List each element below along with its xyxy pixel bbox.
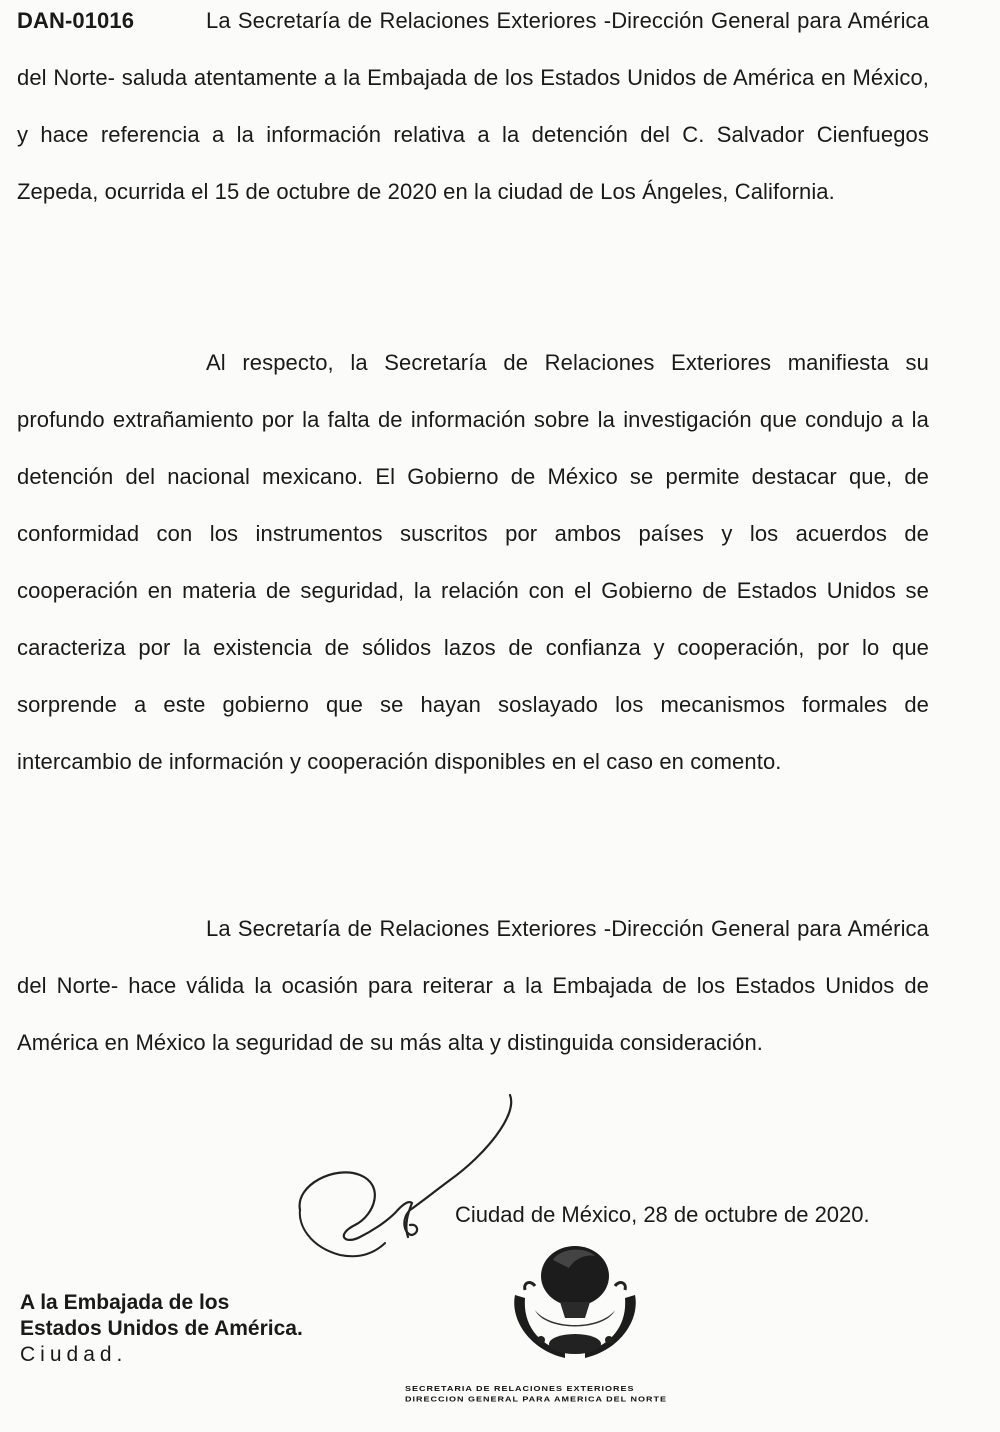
national-seal-icon <box>495 1240 655 1370</box>
document-number: DAN-01016 <box>17 8 135 33</box>
addressee-line-1: A la Embajada de los <box>20 1291 230 1314</box>
paragraph-closing <box>17 900 929 1071</box>
paragraph-opening <box>17 0 929 220</box>
handwritten-signature <box>280 1085 530 1265</box>
paragraph-closing-text: La Secretaría de Relaciones Exteriores -Dirección General para América del Norte- hace válida la ocasión para reiterar a la Embajada de los Estados Unidos de América en México la seguridad de su más alta y distinguida consideración. <box>17 916 929 1055</box>
paragraph-opening-text: La Secretaría de Relaciones Exteriores -Dirección General para América del Norte- saluda atentamente a la Embajada de los Estados Unidos de América en México, y hace referencia a la información relativa a la detención del C. Salvador Cienfuegos Zepeda, ocurrida el 15 de octubre de 2020 en la ciudad de Los Ángeles, California. <box>17 8 929 204</box>
paragraph-body <box>17 334 929 790</box>
stamp-line-1: SECRETARIA DE RELACIONES EXTERIORES <box>405 1384 635 1393</box>
official-stamp <box>405 1384 765 1405</box>
addressee-block <box>20 1290 303 1368</box>
stamp-line-2: DIRECCION GENERAL PARA AMERICA DEL NORTE <box>405 1395 668 1404</box>
addressee-city: Ciudad. <box>20 1343 128 1366</box>
date-line: Ciudad de México, 28 de octubre de 2020. <box>455 1202 870 1227</box>
addressee-line-2: Estados Unidos de América. <box>20 1317 303 1340</box>
paragraph-body-text: Al respecto, la Secretaría de Relaciones Exteriores manifiesta su profundo extrañamiento por la falta de información sobre la investigación que condujo a la detención del nacional mexicano. El Gobierno de México se permite destacar que, de conformidad con los instrumentos suscritos por ambos países y los acuerdos de cooperación en materia de seguridad, la relación con el Gobierno de Estados Unidos se caracteriza por la existencia de sólidos lazos de confianza y cooperación, por lo que sorprende a este gobierno que se hayan soslayado los mecanismos formales de intercambio de información y cooperación disponibles en el caso en comento. <box>17 350 929 774</box>
